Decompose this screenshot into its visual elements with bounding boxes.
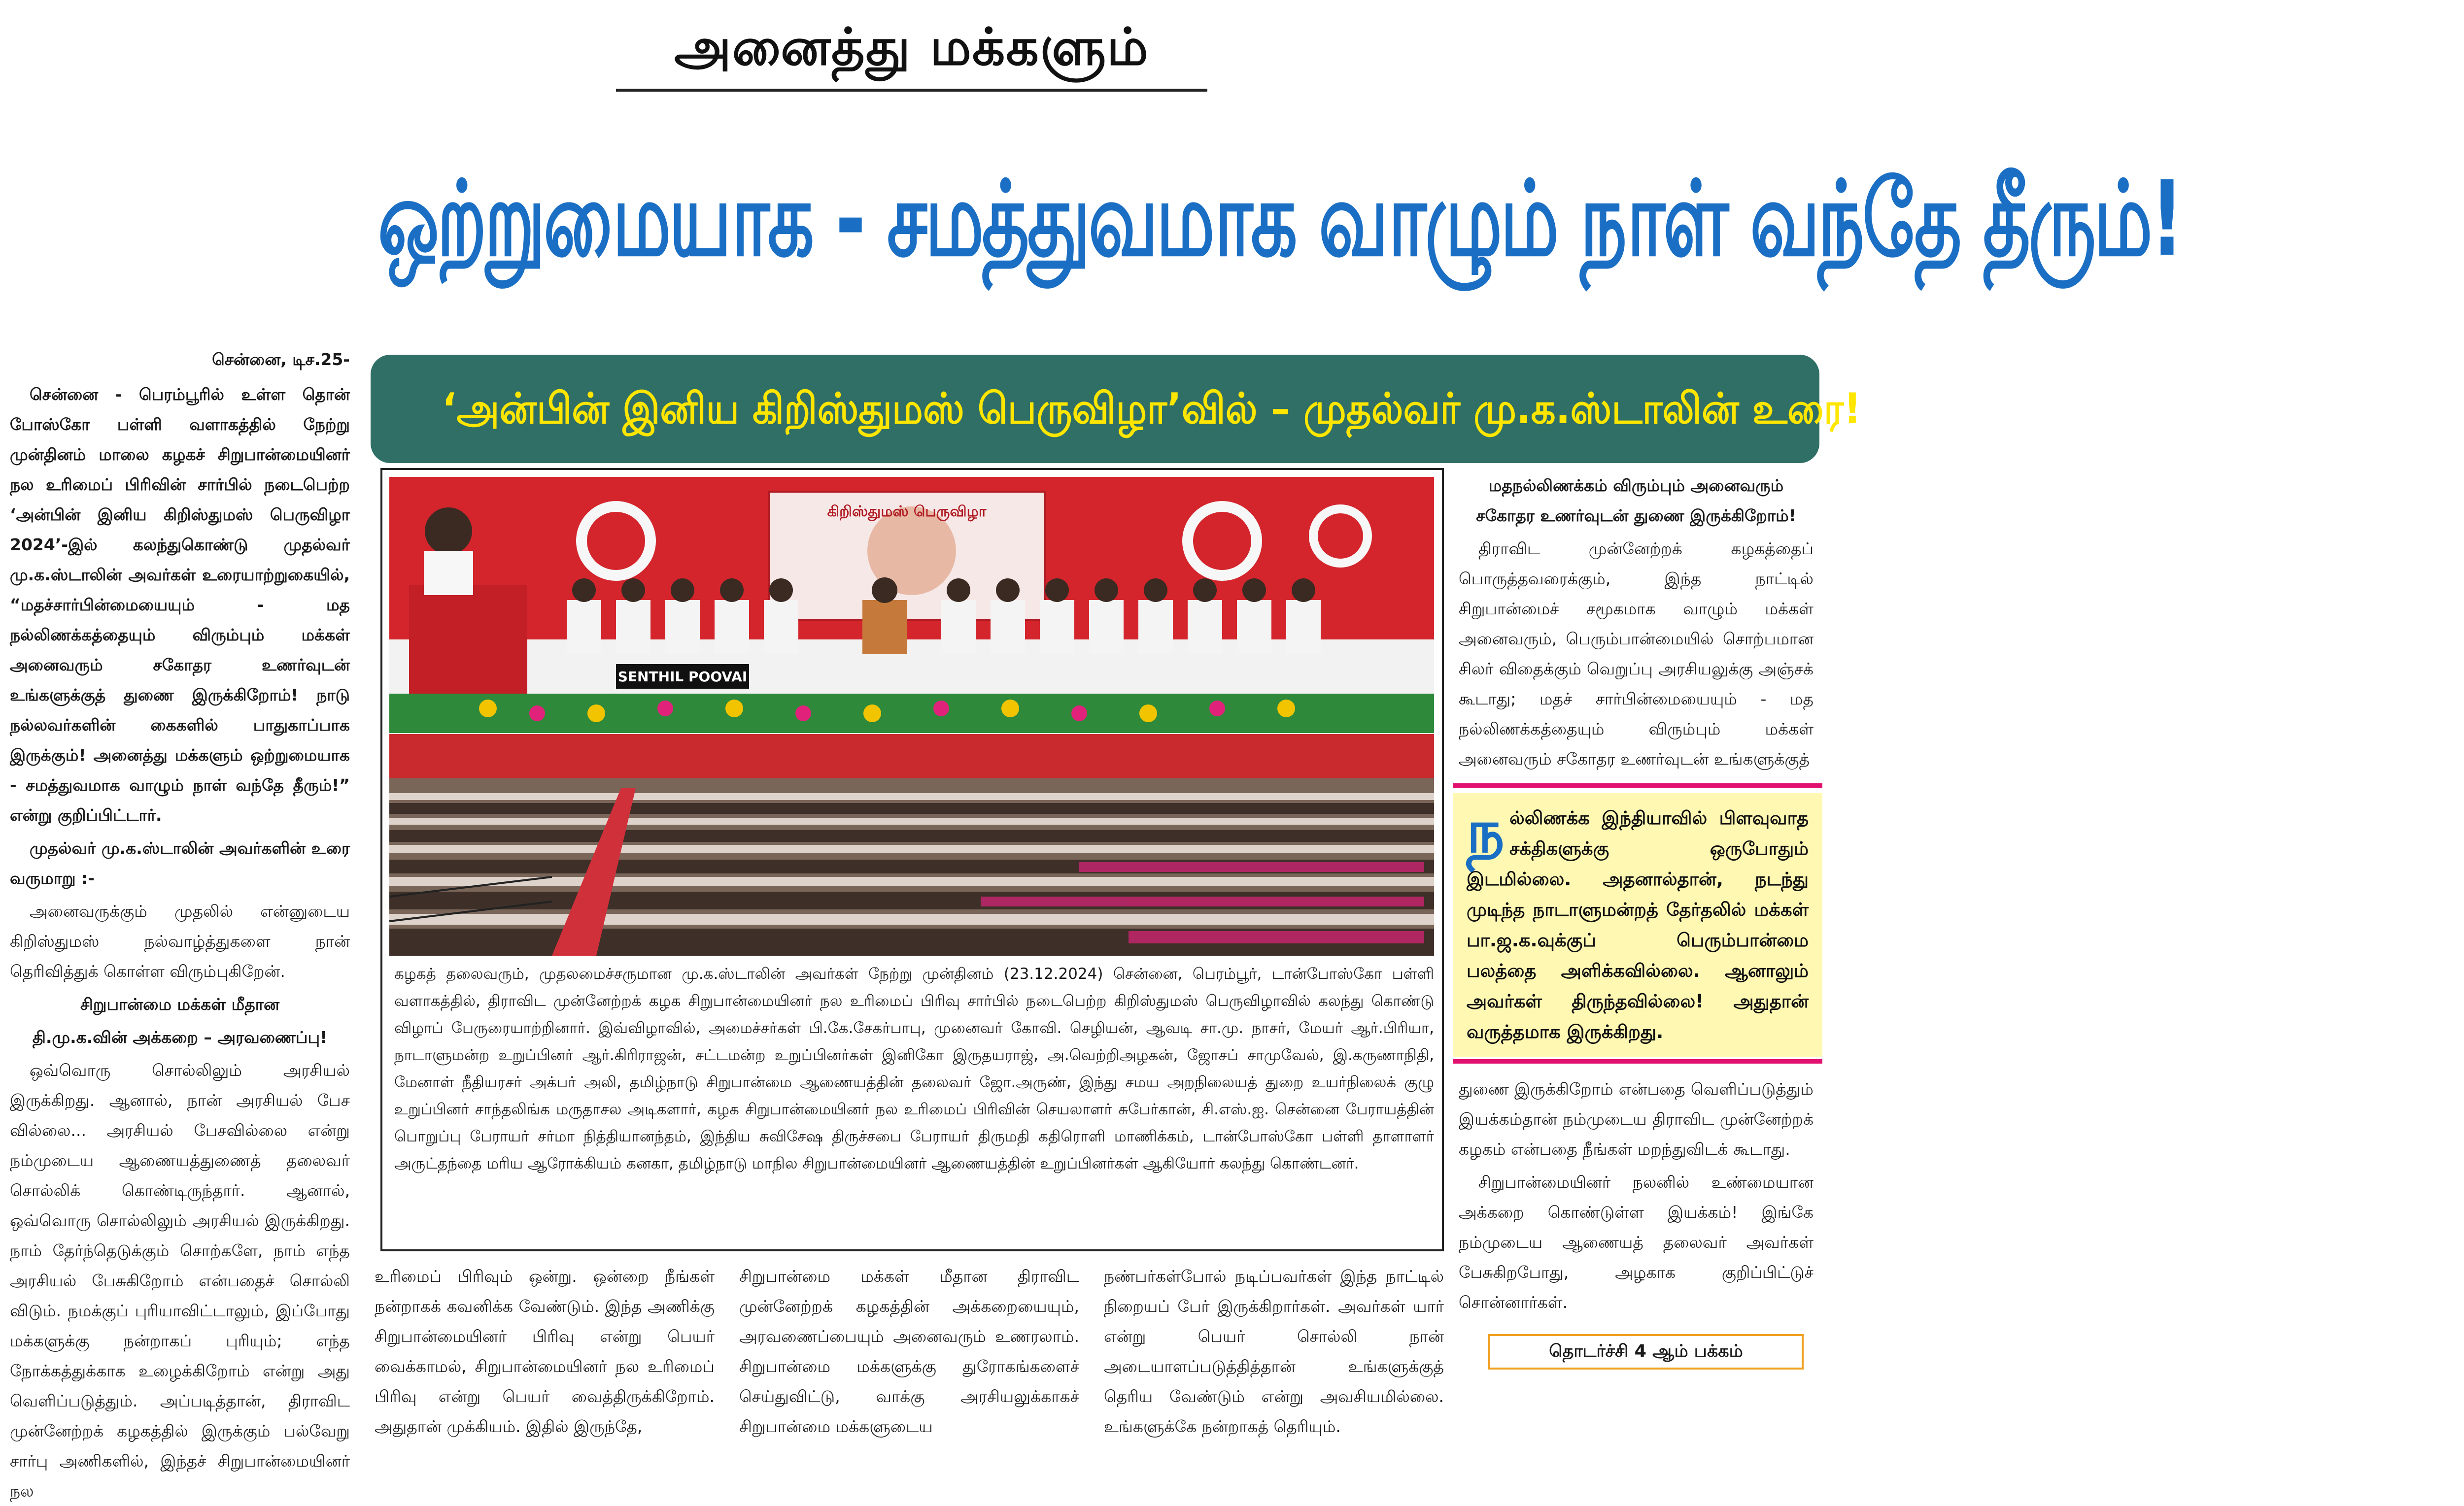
bottom-column-1 (375, 1261, 715, 1436)
bottom-column-2-text: சிறுபான்மை மக்கள் மீதான திராவிட முன்னேற்றக் கழகத்தின் அக்கறையையும், அரவணைப்பையும் அனைவரும் உணரலாம். சிறுபான்மை மக்களுக்கு துரோகங்களைச் செய்துவிட்டு, வாக்கு அரசியலுக்காகச் சிறுபான்மை மக்களுடைய (739, 1267, 1079, 1436)
left-column (10, 379, 350, 1501)
audience-photo-illustration (389, 734, 1434, 956)
bottom-column-3 (1104, 1261, 1444, 1436)
highlight-drop-cap: ந (1467, 798, 1505, 866)
bottom-column-1-text: உரிமைப் பிரிவும் ஒன்று. ஒன்றை நீங்கள் நன்றாகக் கவனிக்க வேண்டும். இந்த அணிக்கு சிறுபான்மையினர் பிரிவு என்று பெயர் வைக்காமல், சிறுபான்மையினர் நல உரிமைப் பிரிவு என்று பெயர் வைத்திருக்கிறோம். அதுதான் முக்கியம். இதில் இருந்தே, (375, 1267, 715, 1436)
kicker-title: அனைத்து மக்களும் (674, 17, 1149, 77)
right-column-top (1459, 470, 1814, 776)
left-subhead-line-1: சிறுபான்மை மக்கள் மீதான (80, 995, 279, 1014)
bottom-column-3-text: நண்பர்கள்போல் நடிப்பவர்கள் இந்த நாட்டில் நிறையப் பேர் இருக்கிறார்கள். அவர்கள் யார் என்று பெயர் சொல்லி நான் அடையாளப்படுத்தித்தான் உங்களுக்குத் தெரிய வேண்டும் என்று அவசியமில்லை. உங்களுக்கே நன்றாகத் தெரியும். (1104, 1267, 1444, 1436)
highlight-rule-bottom (1453, 1059, 1822, 1064)
subheadline-banner: ‘அன்பின் இனிய கிறிஸ்துமஸ் பெருவிழா’வில் – முதல்வர் மு.க.ஸ்டாலின் உரை! (371, 355, 1819, 463)
highlight-box (1453, 793, 1822, 1057)
kicker-underline (616, 89, 1207, 92)
right-paragraph-3: சிறுபான்மையினர் நலனில் உண்மையான அக்கறை கொண்டுள்ள இயக்கம்! இங்கே நம்முடைய ஆணையத் தலைவர் அவர்கள் பேசுகிறபோது, அழகாக குறிப்பிட்டுச் சொன்னார்கள். (1459, 1172, 1814, 1312)
left-paragraph: அனைவருக்கும் முதலில் என்னுடைய கிறிஸ்துமஸ் நல்வாழ்த்துகளை நான் தெரிவித்துக் கொள்ள விரும்புகிறேன். (10, 902, 350, 981)
left-paragraph-2: ஒவ்வொரு சொல்லிலும் அரசியல் இருக்கிறது. ஆனால், நான் அரசியல் பேச வில்லை... அரசியல் பேசவில்லை என்று நம்முடைய ஆணையத்துணைத் தலைவர் சொல்லிக் கொண்டிருந்தார். ஆனால், ஒவ்வொரு சொல்லிலும் அரசியல் இருக்கிறது. நாம் தேர்ந்தெடுக்கும் சொற்களே, நாம் எந்த அரசியல் பேசுகிறோம் என்பதைச் சொல்லி விடும். நமக்குப் புரியாவிட்டாலும், இப்போது மக்களுக்கு நன்றாகப் புரியும்; எந்த நோக்கத்துக்காக உழைக்கிறோம் என்று அது வெளிப்படுத்தும். அப்படித்தான், திராவிட முன்னேற்றக் கழகத்தில் இருக்கும் பல்வேறு சார்பு அணிகளில், இந்தச் சிறுபான்மையினர் நல (10, 1061, 350, 1501)
lead-paragraph: சென்னை - பெரம்பூரில் உள்ள தொன் போஸ்கோ பள்ளி வளாகத்தில் நேற்று முன்தினம் மாலை கழகச் சிறுபான்மையினர் நல உரிமைப் பிரிவின் சார்பில் நடைபெற்ற ‘அன்பின் இனிய கிறிஸ்துமஸ் பெருவிழா 2024’-இல் கலந்துகொண்டு முதல்வர் மு.க.ஸ்டாலின் அவர்கள் உரையாற்றுகையில், “மதச்சார்பின்மையையும் - மத நல்லிணக்கத்தையும் விரும்பும் மக்கள் அனைவரும் சகோதர உணர்வுடன் உங்களுக்குத் துணை இருக்கிறோம்! நாடு நல்லவர்களின் கைகளில் பாதுகாப்பாக இருக்கும்! அனைத்து மக்களும் ஒற்றுமையாக - சமத்துவமாக வாழும் நாள் வந்தே தீரும்!” என்று குறிப்பிட்டார். (10, 385, 350, 825)
right-subhead: மதநல்லிணக்கம் விரும்பும் அனைவரும் சகோதர உணர்வுடன் துணை இருக்கிறோம்! (1476, 476, 1796, 525)
photo-stage-label: கிறிஸ்துமஸ் பெருவிழா (827, 503, 987, 520)
main-headline: ஒற்றுமையாக - சமத்துவமாக வாழும் நாள் வந்தே தீரும்! (377, 159, 2182, 279)
right-column-bottom (1459, 1074, 1814, 1325)
highlight-text: ல்லிணக்க இந்தியாவில் பிளவுவாத சக்திகளுக்கு ஒருபோதும் இடமில்லை. அதனால்தான், நடந்து முடிந்த நாடாளுமன்றத் தேர்தலில் மக்கள் பா.ஜ.க.வுக்குப் பெரும்பான்மை பலத்தை அளிக்கவில்லை. ஆனாலும் அவர்கள் திருந்தவில்லை! அதுதான் வருத்தமாக இருக்கிறது. (1467, 807, 1809, 1042)
event-stage-photo (389, 477, 1434, 733)
audience-photo (389, 734, 1434, 956)
left-subhead-line-2: தி.மு.க.வின் அக்கறை – அரவணைப்பு! (32, 1028, 328, 1047)
bottom-column-2 (739, 1261, 1079, 1436)
dateline: சென்னை, டிச.25- (212, 350, 350, 369)
photo-caption: கழகத் தலைவரும், முதலமைச்சருமான மு.க.ஸ்டாலின் அவர்கள் நேற்று முன்தினம் (23.12.2024) சென்னை, பெரம்பூர், டான்போஸ்கோ பள்ளி வளாகத்தில், திராவிட முன்னேற்றக் கழக சிறுபான்மையினர் நல உரிமைப் பிரிவு சார்பில் நடைபெற்ற கிறிஸ்துமஸ் பெருவிழாவில் கலந்து கொண்டு விழாப் பேருரையாற்றினார். இவ்விழாவில், அமைச்சர்கள் பி.கே.சேகர்பாபு, முனைவர் கோவி. செழியன், ஆவடி சா.மு. நாசர், மேயர் ஆர்.பிரியா, நாடாளுமன்ற உறுப்பினர் ஆர்.கிரிராஜன், சட்டமன்ற உறுப்பினர்கள் இனிகோ இருதயராஜ், அ.வெற்றிஅழகன், ஜோசப் சாமுவேல், இ.கருணாநிதி, மேனாள் நீதியரசர் அக்பர் அலி, தமிழ்நாடு சிறுபான்மை ஆணையத்தின் தலைவர் ஜோ.அருண், இந்து சமய அறநிலையத் துறை உயர்நிலைக் குழு உறுப்பினர் சாந்தலிங்க மருதாசல அடிகளார், கழக சிறுபான்மையினர் நல உரிமைப் பிரிவின் செயலாளர் சுபேர்கான், சி.எஸ்.ஐ. சென்னை பேராயத்தின் பொறுப்பு பேராயர் சர்மா நித்தியானந்தம், இந்திய சுவிசேஷ திருச்சபை பேராயர் திருமதி கதிரொளி மாணிக்கம், டான்போஸ்கோ பள்ளி தாளாளர் அருட்தந்தை மரிய ஆரோக்கியம் கனகா, தமிழ்நாடு மாநில சிறுபான்மையினர் ஆணையத்தின் உறுப்பினர்கள் ஆகியோர் கலந்து கொண்டனர். (394, 965, 1434, 1172)
speech-intro: முதல்வர் மு.க.ஸ்டாலின் அவர்களின் உரை வருமாறு :- (10, 838, 350, 888)
right-paragraph-2: துணை இருக்கிறோம் என்பதை வெளிப்படுத்தும் இயக்கம்தான் நம்முடைய திராவிட முன்னேற்றக் கழகம் என்பதை நீங்கள் மறந்துவிடக் கூடாது. (1459, 1079, 1814, 1159)
right-paragraph-1: திராவிட முன்னேற்றக் கழகத்தைப் பொருத்தவரைக்கும், இந்த நாட்டில் சிறுபான்மைச் சமூகமாக வாழும் மக்கள் அனைவரும், பெரும்பான்மையில் சொற்பமான சிலர் விதைக்கும் வெறுப்பு அரசியலுக்கு அஞ்சக் கூடாது; மதச் சார்பின்மையையும் - மத நல்லிணக்கத்தையும் விரும்பும் மக்கள் அனைவரும் சகோதர உணர்வுடன் உங்களுக்குத் (1459, 539, 1814, 769)
photo-banner-label: SENTHIL POOVAI (617, 669, 748, 685)
highlight-rule-top (1453, 783, 1822, 788)
stage-photo-illustration (389, 477, 1434, 733)
continued-on-page-label: தொடர்ச்சி 4 ஆம் பக்கம் (1488, 1334, 1804, 1370)
